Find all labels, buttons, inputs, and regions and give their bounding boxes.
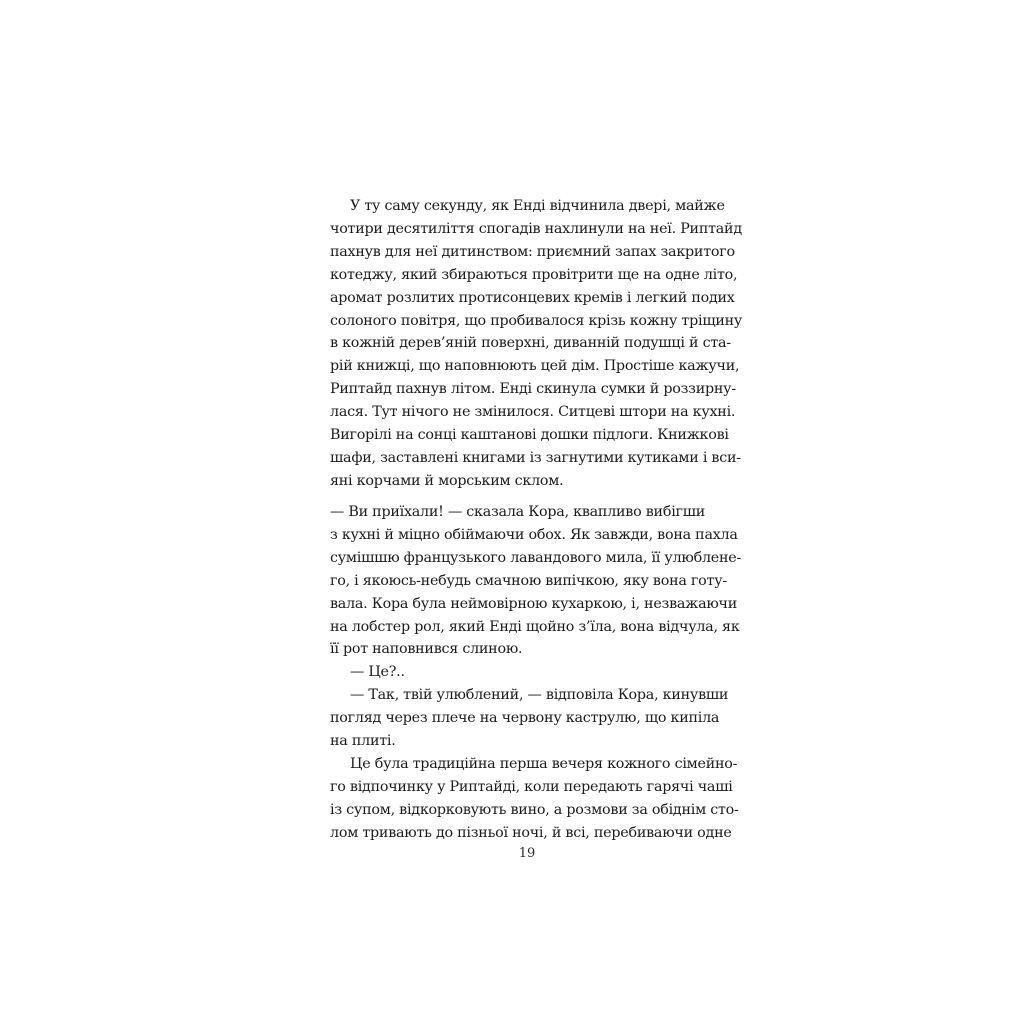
text-line: котеджу, який збираються провітрити ще на одне літо,: [330, 266, 738, 283]
text-line: погляд через плече на червону каструлю, що кипіла: [330, 710, 720, 727]
page-number: [0, 846, 1024, 861]
page-number-text: 19: [518, 846, 536, 861]
text-line: з кухні й міцно обіймаючи обох. Як завжди, вона пахла: [330, 526, 738, 543]
text-line: го відпочинку у Риптайді, коли передають гарячі чаші: [330, 778, 733, 795]
text-line: на лобстер рол, який Енді щойно з’їла, вона відчула, як: [330, 618, 740, 635]
text-line: яні корчами й морським склом.: [330, 472, 564, 489]
text-line: її рот наповнився слиною.: [330, 641, 523, 658]
text-line: — Так, твій улюблений, — відповіла Кора, кинувши: [350, 687, 729, 704]
text-line: аромат розлитих протисонцевих кремів і легкий подих: [330, 289, 735, 306]
text-line: рій книжці, що наповнюють цей дім. Простіше кажучи,: [330, 358, 740, 375]
paragraph-arrival: [330, 195, 743, 493]
text-line: — Це?..: [350, 664, 405, 681]
text-line: в кожній дерев’яній поверхні, диванній подушці й ста-: [330, 335, 731, 352]
text-line: пахнув для неї дитинством: приємний запах закритого: [330, 243, 735, 260]
text-line: лом тривають до пізньої ночі, й всі, перебиваючи одне: [330, 824, 732, 841]
text-line: Вигорілі на сонці каштанові дошки підлоги. Книжкові: [330, 427, 729, 444]
text-line: У ту саму секунду, як Енді відчинила двері, майже: [350, 198, 725, 214]
text-line: — Ви приїхали! — сказала Кора, квапливо вибігши: [330, 504, 706, 520]
paragraph-cora: [330, 501, 742, 845]
text-line: сумішшю французького лавандового мила, її улюблене-: [330, 549, 742, 566]
text-line: го, і якоюсь-небудь смачною випічкою, яку вона готу-: [330, 572, 727, 589]
text-line: чотири десятиліття спогадів нахлинули на неї. Риптайд: [330, 220, 742, 237]
text-line: лася. Тут нічого не змінилося. Ситцеві штори на кухні.: [330, 404, 736, 421]
text-line: шафи, заставлені книгами із загнутими кутиками і вси-: [330, 449, 741, 466]
text-line: на плиті.: [330, 733, 396, 750]
text-line: солоного повітря, що пробивалося крізь кожну тріщину: [330, 312, 743, 329]
text-line: Це була традиційна перша вечеря кожного сімейно-: [350, 755, 738, 772]
text-line: вала. Кора була неймовірною кухаркою, і, незважаючи: [330, 595, 738, 612]
text-line: Риптайд пахнув літом. Енді скинула сумки й роззирну-: [330, 381, 736, 398]
text-line: із супом, відкорковують вино, а розмови за обіднім сто-: [330, 801, 739, 818]
